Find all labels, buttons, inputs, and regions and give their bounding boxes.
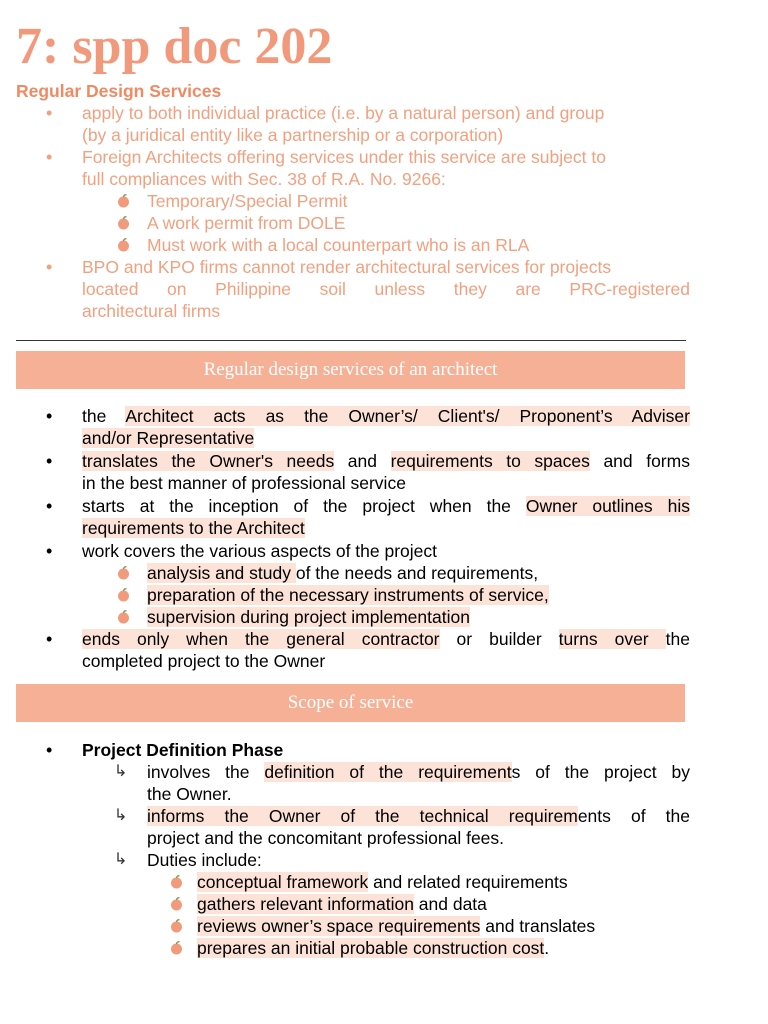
list-item [0,628,768,672]
section-subtitle: Regular Design Services [16,81,222,101]
highlighted-text: ends only when the general contractor [82,629,440,649]
divider [16,340,686,341]
list-item-text: full compliances with Sec. 38 of R.A. No. 9266: [82,169,446,189]
list-item [0,450,768,495]
sub-list-item-text: the Owner. [147,784,232,804]
text-run: or builder [439,629,559,649]
highlighted-text: Owner outlines his [525,496,690,516]
highlighted-text: definition of the requirement [264,762,512,782]
sub-list-item-text [147,761,690,783]
bullet-icon: • [46,451,53,471]
text-run: and translates [480,916,596,936]
sub-list-item [0,562,768,584]
highlighted-text: preparation of the necessary instruments of service, [147,585,549,605]
text-run: of the needs and requirements, [295,563,539,583]
list-item-text: Foreign Architects offering services under this service are subject to [82,147,606,167]
duty-item-text [197,915,690,937]
highlighted-text: turns over [558,629,666,649]
apple-bullet-icon [170,919,183,933]
apple-bullet-icon [117,194,130,208]
apple-bullet-icon [117,216,130,230]
bullet-icon: • [46,147,53,167]
list-item-text: completed project to the Owner [82,651,326,671]
list-item-text [82,495,690,517]
highlighted-text: requirements to the Architect [82,518,305,538]
highlighted-text: requirements to spaces [390,451,590,471]
text-run: ents of the [577,806,690,826]
bullet-icon: • [46,541,53,561]
highlighted-text: conceptual framework [197,872,369,892]
sub-list-item-text: Temporary/Special Permit [147,191,348,211]
sub-list-item-text [147,562,690,584]
phase-heading: Project Definition Phase [82,740,284,760]
sub-list-item [0,761,768,805]
list-item [0,146,768,190]
highlighted-text: informs the Owner of the technical requirem [147,806,578,826]
intro-list [0,102,768,322]
sub-list-item-text: project and the concomitant professional fees. [147,828,505,848]
section-banner: Scope of service [16,684,685,722]
highlighted-text: supervision during project implementation [147,607,470,627]
duty-item-text [197,893,690,915]
text-run: s of the project by [511,762,690,782]
sub-list-item [0,849,768,871]
bullet-icon: • [46,740,53,760]
apple-bullet-icon [117,566,130,580]
hooked-arrow-icon: ↳ [114,851,128,868]
bullet-icon: • [46,406,53,426]
hooked-arrow-icon: ↳ [114,807,128,824]
text-run: starts at the inception of the project when the [82,496,526,516]
list-item-text: located on Philippine soil unless they are PRC-registered [82,279,690,299]
list-item-text [82,427,690,449]
apple-bullet-icon [170,897,183,911]
list-item-text: work covers the various aspects of the project [82,541,438,561]
highlighted-text: and/or Representative [82,428,255,448]
apple-bullet-icon [170,875,183,889]
list-item-text [82,517,690,539]
sub-list-item-text [147,805,690,827]
highlighted-text: prepares an initial probable construction cost [197,938,545,958]
duty-item-text [197,937,690,959]
text-run: the [665,629,690,649]
highlighted-text: Architect acts as the Owner’s/ Client's/ Proponent’s Adviser [125,406,690,426]
scope-of-service-list [0,739,768,959]
text-run: and data [413,894,487,914]
text-run: and [334,451,391,471]
sub-list-item [0,606,768,628]
page-title: 7: spp doc 202 [16,18,333,75]
list-item [0,102,768,146]
list-item-text: in the best manner of professional service [82,473,406,493]
apple-bullet-icon [117,610,130,624]
sub-list-item-text: Must work with a local counterpart who is an RLA [147,235,530,255]
bullet-icon: • [46,496,53,516]
highlighted-text: reviews owner’s space requirements [197,916,481,936]
section-banner: Regular design services of an architect [16,351,685,389]
sub-list-item-text [147,606,690,628]
list-item-text [82,405,690,427]
sub-list-item [0,212,768,234]
sub-list-item-text: A work permit from DOLE [147,213,346,233]
duty-item [0,937,768,959]
duty-item [0,915,768,937]
list-item-text: (by a juridical entity like a partnership or a corporation) [82,125,504,145]
apple-bullet-icon [170,941,183,955]
sub-list-item-text [147,584,690,606]
apple-bullet-icon [117,238,130,252]
list-item [0,495,768,540]
apple-bullet-icon [117,588,130,602]
list-item [0,540,768,562]
list-item [0,739,768,761]
sub-list-item [0,190,768,212]
list-item [0,256,768,322]
text-run: the [82,406,126,426]
highlighted-text: translates the Owner's needs [82,451,335,471]
list-item-text: BPO and KPO firms cannot render architectural services for projects [82,257,612,277]
hooked-arrow-icon: ↳ [114,763,128,780]
duty-item [0,871,768,893]
bullet-icon: • [46,103,53,123]
sub-list-item [0,805,768,849]
list-item-text [82,450,690,472]
bullet-icon: • [46,629,53,649]
bullet-icon: • [46,257,53,277]
highlighted-text: gathers relevant information [197,894,414,914]
text-run: and related requirements [368,872,568,892]
highlighted-text: analysis and study [147,563,296,583]
text-run: and forms [589,451,690,471]
duty-item-text [197,871,690,893]
text-run: . [544,938,550,958]
sub-list-item [0,234,768,256]
list-item [0,405,768,450]
list-item-text: architectural firms [82,301,221,321]
sub-list-item-text: Duties include: [147,850,262,870]
sub-list-item [0,584,768,606]
text-run: involves the [147,762,265,782]
list-item-text [82,628,690,650]
duty-item [0,893,768,915]
architect-services-list [0,405,768,672]
list-item-text: apply to both individual practice (i.e. by a natural person) and group [82,103,605,123]
